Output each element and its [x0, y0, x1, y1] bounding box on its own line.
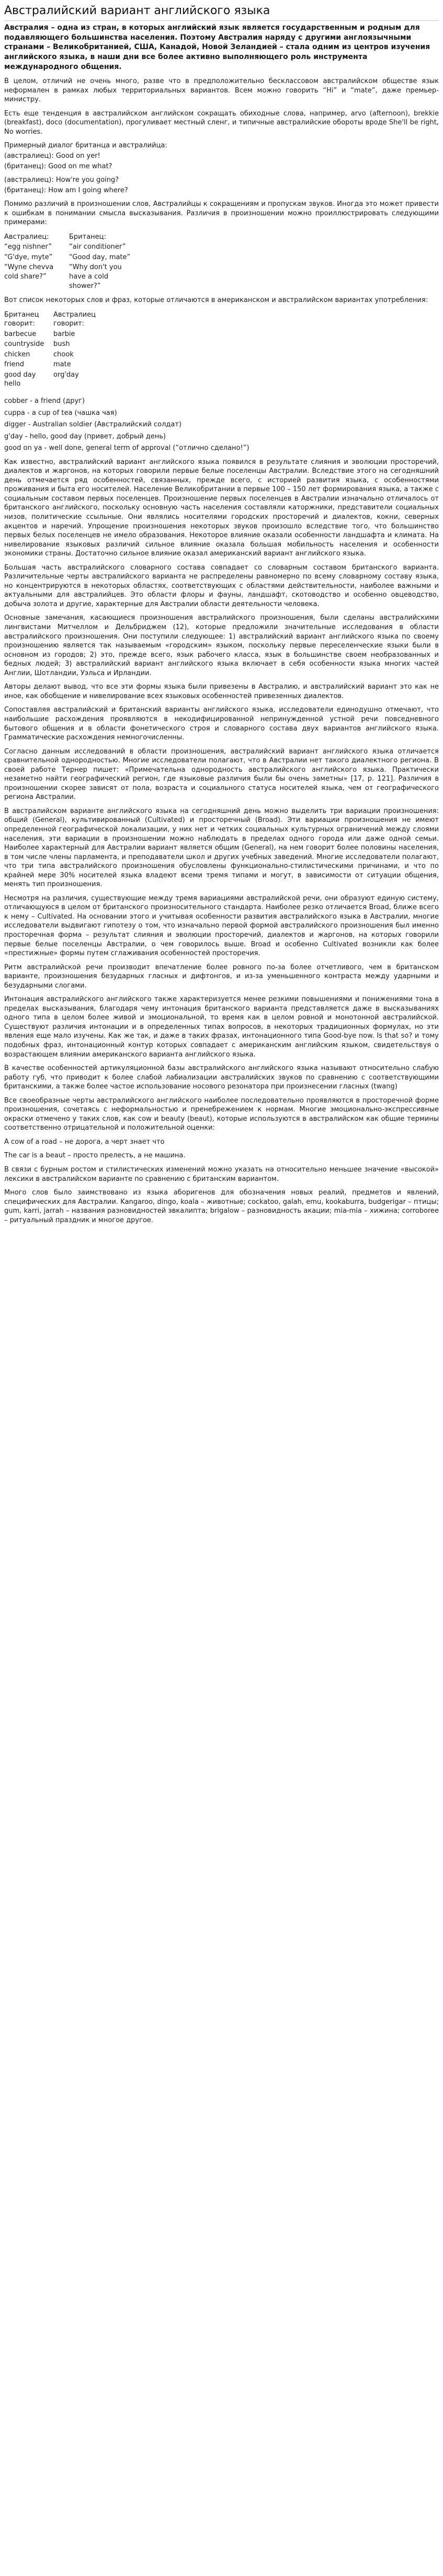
table-cell: chicken [4, 350, 30, 358]
table-row [4, 310, 108, 329]
table-cell: “air conditioner” [69, 243, 126, 251]
table-cell: “G'dye, myte” [4, 253, 53, 261]
table-cell: mate [53, 361, 71, 369]
dialog-line: (австралиец): How're you going? [4, 176, 119, 184]
lead-paragraph: Австралия – одна из стран, в которых английский язык является государственным и родным для подавляющего большинства населения. Поэтому Австралия наряду с другими англоязычными странами – Великобританией, США, Канадой, Новой Зеландией – стала одним из центров изучения английского языка, в наши дни все более активно выполняющего роль инструмента международного общения. [4, 23, 430, 72]
table-row [4, 350, 108, 360]
dialog-2 [4, 176, 439, 195]
list-item: g'day - hello, good day (привет, добрый день) [4, 432, 166, 440]
paragraph-16: Все своеобразные черты австралийского английского наиболее последовательно проявляются в просторечной форме произношения, сочетаясь с неформальностью и пренебрежением к нормам. Многие эмоционально-экспрессивные окраски отмечено у таких слов, как cow и beauty (beaut), которые используются в австралийском как общие термины соответственно отрицательной и положительной оценки: [4, 1096, 439, 1132]
slang-list [4, 397, 439, 453]
paragraph-6: Большая часть австралийского словарного состава совпадает со словарным составом британского варианта. Различительные черты австралийского варианта не распределены равномерно по всему словарному составу языка, но концентрируются в некоторых областях, соответствующих с областями действительности, наиболее важными и актуальными для австралийцев. Это области флоры и фауны, ландшафт, скотоводство и особенно овцеводство, добыча золота и другие, характерные для Австралии области деятельности человека. [4, 563, 439, 608]
example-1: A cow of a road – не дорога, а черт знает что [4, 1138, 165, 1146]
paragraph-14: Интонация австралийского английского также характеризуется менее резкими повышениями и понижениями тона в пределах высказывания, благодаря чему интонация британского варианта представляется даже в высказываниях одного типа в целом более живой и эмоциональной, то время как в целом ровной и монотонной австралийской. Существуют различия интонации и в определенных типах вопросов, в некоторых традиционных формулах, но эти явления еще мало изучены. Как же так, и даже в таких фразах, интонационного типа Good-bye now. Is that so? и тому подобных фраз, интонационный контур которых совпадает с американским английским языком, свидетельствуя о возрастающем влиянии американского варианта английского языка. [4, 995, 439, 1059]
table-cell: countryside [4, 340, 44, 349]
page-title: Австралийский вариант английского языка [4, 3, 439, 21]
table-cell: good day hello [4, 370, 36, 388]
table-cell: “Good day, mate” [69, 253, 131, 261]
example-2: The car is a beaut – просто прелесть, а не машина. [4, 1152, 186, 1160]
table-cell: “Wyne chevva cold share?” [4, 263, 54, 281]
paragraph-4: Вот список некоторых слов и фраз, которые отличаются в американском и австралийском вариантах употребления: [4, 296, 428, 305]
table-row [4, 339, 108, 350]
table-cell: bush [53, 340, 70, 349]
dialog-line: (британец): How am I going where? [4, 186, 128, 194]
paragraph-10: Согласно данным исследований в области произношения, австралийский вариант английского языка отличается сравнительной однородностью. Многие исследователи полагают, что в Австралии нет такого диалектного региона. В своей работе Тернер пишет: «Примечательна однородность австралийского английского языка. Практически незаметно найти географический регион, где языковые различия были бы очень заметны» [17, р. 121]. Различия в произношении скорее зависят от пола, возраста и социального статуса носителей языка, чем от географического региона Австралии. [4, 747, 439, 802]
paragraph-2: Есть еще тенденция в австралийском английском сокращать обиходные слова, например, arvo (afternoon), brekkie (breakfast), doco (documentation), прогуливает местный сленг, и типичные австралийские обороты вроде She'll be right, No worries. [4, 109, 439, 136]
table-cell: “Why don't you have a cold shower?” [69, 263, 122, 290]
table-cell: barbecue [4, 330, 37, 338]
article [0, 0, 443, 1240]
paragraph-8: Авторы делают вывод, что все эти формы языка были привезены в Австралию, и австралийский вариант это как не иное, как обобщение и нивелирование всех языковых особенностей привезенных диалектов. [4, 683, 439, 700]
table-cell: Британец: [69, 233, 106, 241]
paragraph-17: В связи с бурным ростом и стилистических изменений можно указать на относительно меньшее значение «высокой» лексики в австралийском варианте по сравнению с британским вариантом. [4, 1166, 439, 1183]
table-cell: barbie [53, 330, 75, 338]
table-row [4, 242, 139, 252]
paragraph-3: Помимо различий в произношении слов, Австралийцы к сокращениям и пропускам звуков. Иногда это может привести к ошибкам в понимании смысла высказывания. Различия в произношении можно проиллюстрировать следующими примерами: [4, 200, 439, 227]
table-cell: Австралиец: [4, 233, 49, 241]
table-row [4, 252, 139, 263]
table-row [4, 370, 108, 389]
paragraph-7: Основные замечания, касающиеся произношения австралийского произношения, были сделаны австралийскими лингвистами Митчеллом и Дельбриджем (12), которые предложили значительные исследования в области австралийского произношения. Они поступили следующее: 1) австралийский вариант английского языка по своему произношению является так называемым «городским» языком, поскольку первые переселенческие языки были в основном из городов; 2) это, прежде всего, язык рабочего класса, язык в большинстве своем необразованных и бедных людей; 3) австралийский вариант английского языка включает в себя особенности языка многих частей Англии, Шотландии, Уэльса и Ирландии. [4, 614, 439, 677]
paragraph-9: Сопоставляя австралийский и британский варианты английского языка, исследователи единодушно отмечают, что наибольшие расхождения проявляются в некодифицированной непринужденной устной речи повседневного бытового общения и в области фонетического строя и словарного состава двух вариантов английского языка. Грамматические расхождения немногочисленны. [4, 706, 439, 742]
paragraph-18: Много слов было заимствовано из языка аборигенов для обозначения новых реалий, предметов и явлений, специфических для Австралии. Kangaroo, dingo, koala – животные; cockatoo, galah, emu, kookaburra, budgerigar – птицы; gum, karri, jarrah – названия разновидностей эвкалипта; brigalow – разновидность акации; mia-mia – хижина; corroboree – ритуальный праздник и многое другое. [4, 1189, 439, 1224]
list-item: good on ya - well done, general term of approval (“отлично сделано!”) [4, 444, 249, 452]
dialog-intro: Примерный диалог британца и австралийца: [4, 142, 167, 150]
dialog-line: (британец): Good on me what? [4, 162, 112, 170]
table-cell: friend [4, 361, 25, 369]
dialog-line: (австралиец): Good on yer! [4, 152, 100, 160]
table-cell: Австралиец говорит: [53, 310, 96, 328]
table-row [4, 232, 139, 242]
list-item: cobber - a friend (друг) [4, 397, 85, 405]
table-row [4, 359, 108, 370]
dialog-1 [4, 152, 439, 171]
table-cell: org'day [53, 370, 79, 379]
paragraph-1: В целом, отличий не очень много, разве что в предположительно бесклассовом австралийском обществе язык неформален в рамках любых территориальных вариантов. Всем можно говорить “Hi” и “mate”, даже премьер-министру. [4, 77, 439, 104]
list-item: digger - Australian soldier (Австралийский солдат) [4, 421, 182, 429]
table-cell: “egg nishner” [4, 243, 52, 251]
paragraph-12: Несмотря на различия, существующие между тремя вариациями австралийской речи, они образуют единую систему, отличающуюся в целом от британского произносительного стандарта. Наиболее резко отличается Broad, ближе всего к нему – Cultivated. На основании этого и учитывая особенности развития австралийского языка в Австралии, многие исследователи выдвигают гипотезу о том, что изначально первой формой австралийского произношения был именно просторечная форма – результат слияния и эволюции просторечий, диалектов и жаргонов, на которых говорили первые белые поселенцы Австралии, о чем говорилось выше. Broad и особенно Cultivated возникли как более «престижные» формы путем сглаживания особенностей просторечия. [4, 894, 439, 958]
words-table [4, 310, 108, 389]
paragraph-15: В качестве особенностей артикуляционной базы австралийского английского языка называют относительно слабую работу губ, что приводит к более слабой лабиализации австралийских звуков по сравнению с соответствующими британскими, а также более частое использование носового резонатора при произнесении гласных (twang) [4, 1064, 439, 1091]
table-cell: Британец говорит: [4, 310, 39, 328]
table-row [4, 329, 108, 340]
paragraph-13: Ритм австралийской речи производит впечатление более ровного по-за более отчетливого, чем в британском варианте, произношения безударных гласных и дифтонгов, и из-за уменьшенного контраста между ударными и безударными слогами. [4, 963, 439, 990]
table-cell: chook [53, 350, 74, 358]
paragraph-11: В австралийском варианте английского языка на сегодняшний день можно выделить три вариации произношения: общий (General), культивированный (Cultivated) и просторечный (Broad). Эти вариации произношения не имеют определенной географической локализации, у них нет и четких социальных культурных ограничений между слоями населения, эти вариации в произношении можно наблюдать в пределах одного города или даже одной семьи. Наиболее характерный для Австралии вариант является общим (General), на нем говорит более половины населения, в том числе члены парламента, и преподаватели школ и других учебных заведений. Многие исследователи полагают, что три типа австралийского произношения обусловлены функционально-стилистическими причинами, и что по крайней мере 30% носителей языка владеют всеми тремя типами и могут, в зависимости от ситуации общения, менять тип произношения. [4, 807, 439, 889]
pronunciation-table [4, 232, 139, 291]
list-item: cuppa - a cup of tea (чашка чая) [4, 409, 117, 417]
paragraph-5: Как известно, австралийский вариант английского языка появился в результате слияния и эволюции просторечий, диалектов и жаргонов, на которых говорили первые белые поселенцы Австралии. Вследствие этого на сегодняшний день отмечается ряд особенностей, связанных, прежде всего, с историей развития языка, с особенностями проживания и быта его носителей. Население Великобритании в первые 100 – 150 лет формирования языка, а также с социальным составом первых поселенцев. Произношение первых поселенцев в Австралии изначально отличалось от британского английского, поскольку основную часть населения составляли каторжники, представители социальных низов, политические ссыльные. Они являлись носителями городских просторечий и диалектов, кокни, северных акцентов и наречий. Упрощение произношения некоторых звуков произошло вследствие того, что большинство первых белых поселенцев не имело образования. Некоторое влияние оказали особенности ландшафта и климата. На нивелирование языковых различий сильное влияние оказала большая мобильность населения и особенности экономики страны. Достаточно сильное влияние оказал американский вариант английского языка. [4, 458, 439, 558]
table-row [4, 262, 139, 291]
